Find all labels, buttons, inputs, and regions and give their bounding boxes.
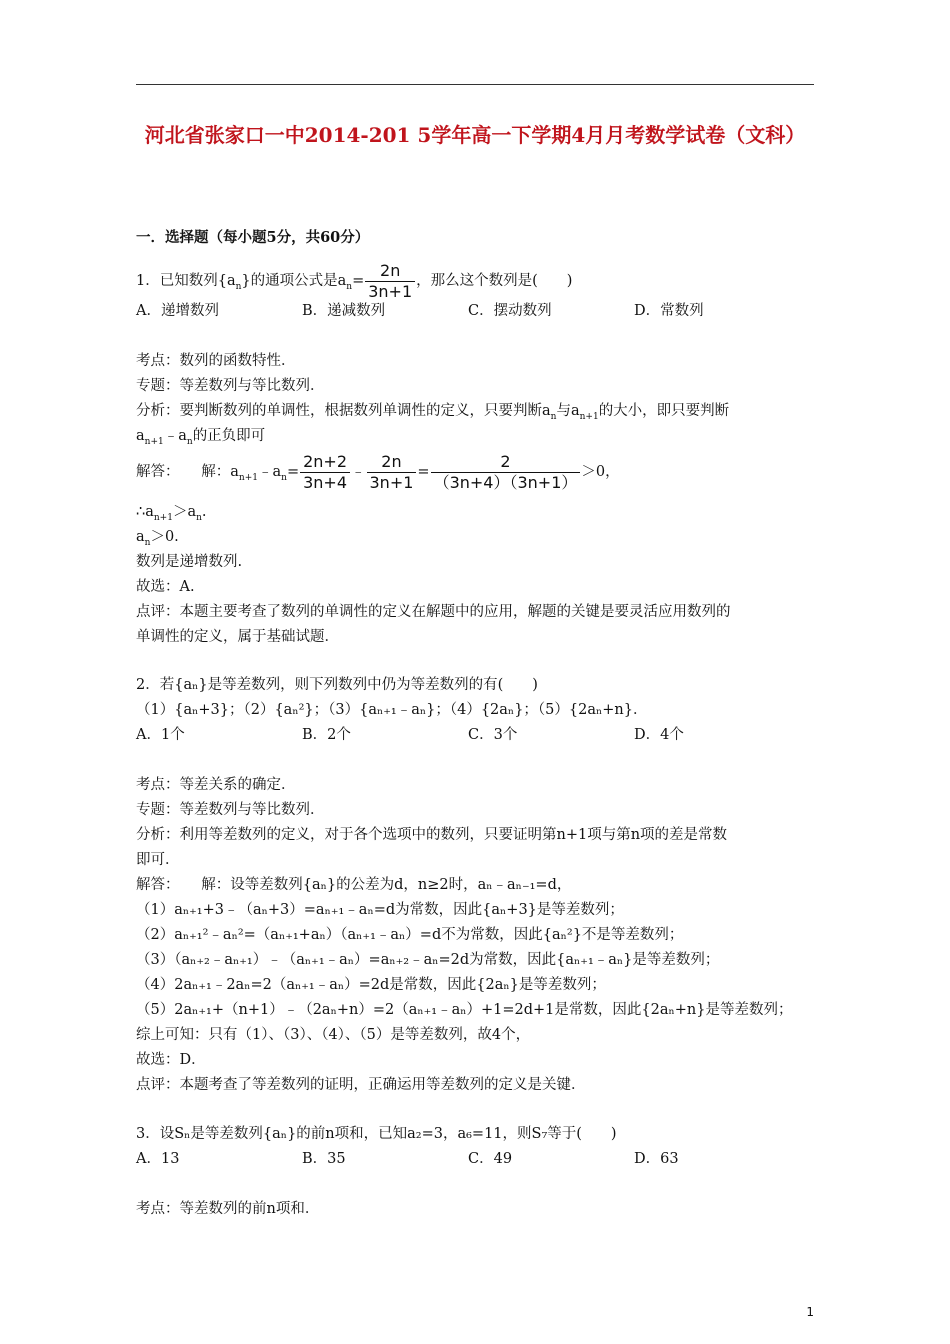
q2-step-4: （4）2aₙ₊₁﹣2aₙ=2（aₙ₊₁﹣aₙ）=2d是常数，因此{2aₙ}是等差数列； [136,977,606,993]
q1-option-b: B．递减数列 [302,303,386,319]
q2-option-d: D．4个 [634,727,684,743]
q2-jieda: 解答： 解：设等差数列{aₙ}的公差为d，n≥2时，aₙ﹣aₙ₋₁=d， [136,877,572,893]
q1-step-2: $a_n>0$. [136,529,179,548]
header-rule [136,84,814,85]
q2-step-2: （2）aₙ₊₁²﹣aₙ²=（aₙ₊₁+aₙ）（aₙ₊₁﹣aₙ）=d不为常数，因此{aₙ²}不是等差数列； [136,927,684,943]
q1-option-d: D．常数列 [634,303,704,319]
q3-option-c: C．49 [468,1151,513,1167]
q2-kaodian: 考点：等差关系的确定． [136,777,296,793]
q2-options [136,725,800,745]
q1-fraction-3: $\frac{2}{(3n+4)(3n+1)}$ [431,452,581,493]
q2-items: （1）{aₙ+3}；（2）{aₙ²}；（3）{aₙ₊₁﹣aₙ}；（4）{2aₙ}；（5）{2aₙ+n}． [136,702,648,718]
q1-fenxi-line1: 分析：要判断数列的单调性，根据数列单调性的定义，只要判断$a_n$与$a_{n+1}$的大小，即只要判断 [136,403,730,422]
q2-step-1: （1）aₙ₊₁+3﹣（aₙ+3）=aₙ₊₁﹣aₙ=d为常数，因此{aₙ+3}是等差数列； [136,902,624,918]
q2-dianping: 点评：本题考查了等差数列的证明，正确运用等差数列的定义是关键． [136,1077,586,1093]
q1-option-a: A．递增数列 [136,303,219,319]
q3-option-a: A．13 [136,1151,180,1167]
q1-fraction-1: $\frac{2n+2}{3n+4}$ [300,452,350,493]
q1-dianping-line1: 点评：本题主要考查了数列的单调性的定义在解题中的应用，解题的关键是要灵活应用数列的 [136,604,731,620]
q1-jieda: 解答： 解：$a_{n+1}﹣a_n=$ $\frac{2n+2}{3n+4}$ ﹣ $\frac{2n}{3n+1}$ = $\frac{2}{(3n+4)(3n+1)}$ ＞0， [136,451,620,492]
q1-step-1: $\therefore a_{n+1}>a_n$. [136,504,207,523]
q1-option-c: C．摆动数列 [468,303,552,319]
q2-option-c: C．3个 [468,727,518,743]
q2-fenxi-line1: 分析：利用等差数列的定义，对于各个选项中的数列，只要证明第n+1项与第n项的差是常数 [136,827,728,843]
q2-step-5: （5）2aₙ₊₁+（n+1）﹣（2aₙ+n）=2（aₙ₊₁﹣aₙ）+1=2d+1是常数，因此{2aₙ+n}是等差数列； [136,1002,793,1018]
q1-stem: 1．已知数列$\{a_n\}$的通项公式是$a_n=$ $\frac{2n}{3n+1}$ ，那么这个数列是( ) [136,260,573,301]
q1-fraction-2: $\frac{2n}{3n+1}$ [367,452,417,493]
q3-kaodian: 考点：等差数列的前n项和． [136,1201,320,1217]
q2-stem: 2．若{aₙ}是等差数列，则下列数列中仍为等差数列的有( ) [136,677,538,693]
q1-fenxi-line2: $a_{n+1}﹣a_n$的正负即可 [136,428,266,447]
q2-step-3: （3）（aₙ₊₂﹣aₙ₊₁）﹣（aₙ₊₁﹣aₙ）=aₙ₊₂﹣aₙ=2d为常数，因此{aₙ₊₁﹣aₙ}是等差数列； [136,952,720,968]
page-number: 1 [806,1305,814,1319]
q2-zhuanti: 专题：等差数列与等比数列． [136,802,325,818]
q3-options [136,1149,800,1169]
q1-zhuanti: 专题：等差数列与等比数列． [136,378,325,394]
q1-fraction: $\frac{2n}{3n+1}$ [365,261,415,302]
q2-option-b: B．2个 [302,727,351,743]
q3-option-b: B．35 [302,1151,346,1167]
q3-option-d: D．63 [634,1151,679,1167]
q2-answer: 故选：D． [136,1052,206,1068]
q2-summary: 综上可知：只有（1）、（3）、（4）、（5）是等差数列，故4个， [136,1027,531,1043]
q3-stem: 3．设Sₙ是等差数列{aₙ}的前n项和，已知a₂=3，a₆=11，则S₇等于( ) [136,1126,617,1142]
q1-options [136,301,800,321]
q1-answer: 故选：A. [136,579,195,595]
section-heading: 一．选择题（每小题5分，共60分） [136,229,370,246]
document-title: 河北省张家口一中2014-201 5学年高一下学期4月月考数学试卷（文科） [144,123,806,147]
q2-option-a: A．1个 [136,727,185,743]
q1-kaodian: 考点：数列的函数特性． [136,353,296,369]
q2-fenxi-line2: 即可． [136,852,180,868]
q1-step-3: 数列是递增数列. [136,554,243,570]
q1-dianping-line2: 单调性的定义，属于基础试题． [136,629,339,645]
